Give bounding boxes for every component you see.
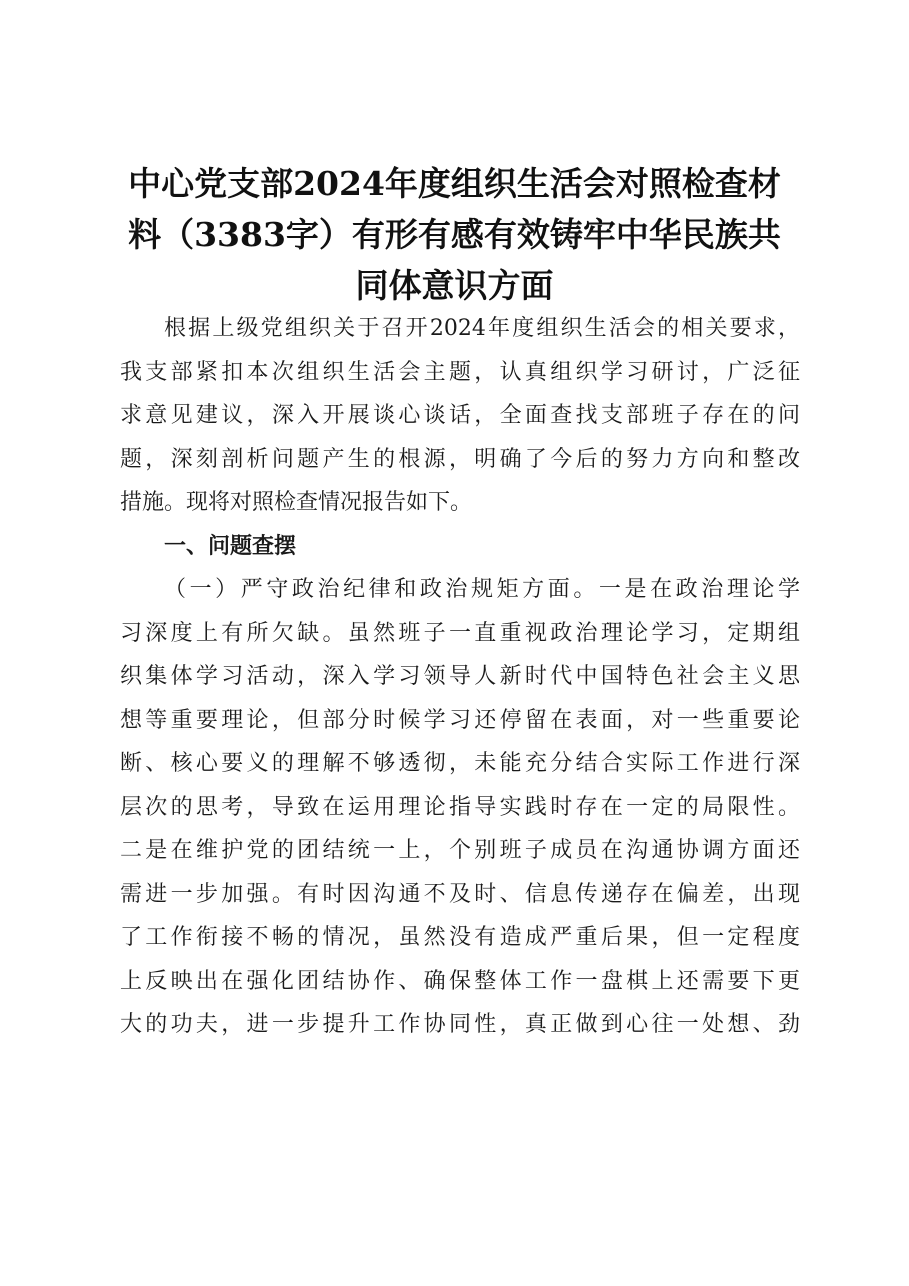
paragraph-line: 需进一步加强。有时因沟通不及时、信息传递存在偏差，出现	[120, 881, 800, 907]
document-title	[100, 158, 809, 311]
paragraph-line: 措施。现将对照检查情况报告如下。	[120, 490, 473, 515]
paragraph-line: 题，深刻剖析问题产生的根源，明确了今后的努力方向和整改	[120, 446, 800, 472]
intro-paragraph	[120, 307, 800, 525]
paragraph-line: （一）严守政治纪律和政治规矩方面。一是在政治理论学	[164, 577, 800, 602]
paragraph-line: 断、核心要义的理解不够透彻，未能充分结合实际工作进行深	[120, 751, 800, 776]
section-heading: 一、问题查摆	[164, 533, 297, 559]
document-body	[120, 307, 800, 1047]
paragraph-line: 我支部紧扣本次组织生活会主题，认真组织学习研讨，广泛征	[120, 359, 800, 385]
paragraph-line: 求意见建议，深入开展谈心谈话，全面查找支部班子存在的问	[120, 403, 800, 428]
title-line-1: 中心党支部2024年度组织生活会对照检查材	[128, 164, 781, 203]
title-line-2: 料（3383字）有形有感有效铸牢中华民族共	[128, 215, 781, 254]
paragraph-line: 根据上级党组织关于召开2024年度组织生活会的相关要求，	[164, 316, 800, 341]
paragraph-line: 习深度上有所欠缺。虽然班子一直重视政治理论学习，定期组	[120, 620, 800, 646]
paragraph-line: 想等重要理论，但部分时候学习还停留在表面，对一些重要论	[120, 707, 800, 733]
section-paragraph	[120, 568, 800, 1047]
paragraph-line: 织集体学习活动，深入学习领导人新时代中国特色社会主义思	[120, 664, 800, 689]
paragraph-line: 大的功夫，进一步提升工作协同性，真正做到心往一处想、劲	[120, 1012, 800, 1037]
title-line-3: 同体意识方面	[355, 266, 554, 305]
paragraph-line: 层次的思考，导致在运用理论指导实践时存在一定的局限性。	[120, 794, 800, 820]
paragraph-line: 二是在维护党的团结统一上，个别班子成员在沟通协调方面还	[120, 838, 800, 863]
paragraph-line: 上反映出在强化团结协作、确保整体工作一盘棋上还需要下更	[120, 968, 800, 994]
paragraph-line: 了工作衔接不畅的情况，虽然没有造成严重后果，但一定程度	[120, 925, 800, 950]
